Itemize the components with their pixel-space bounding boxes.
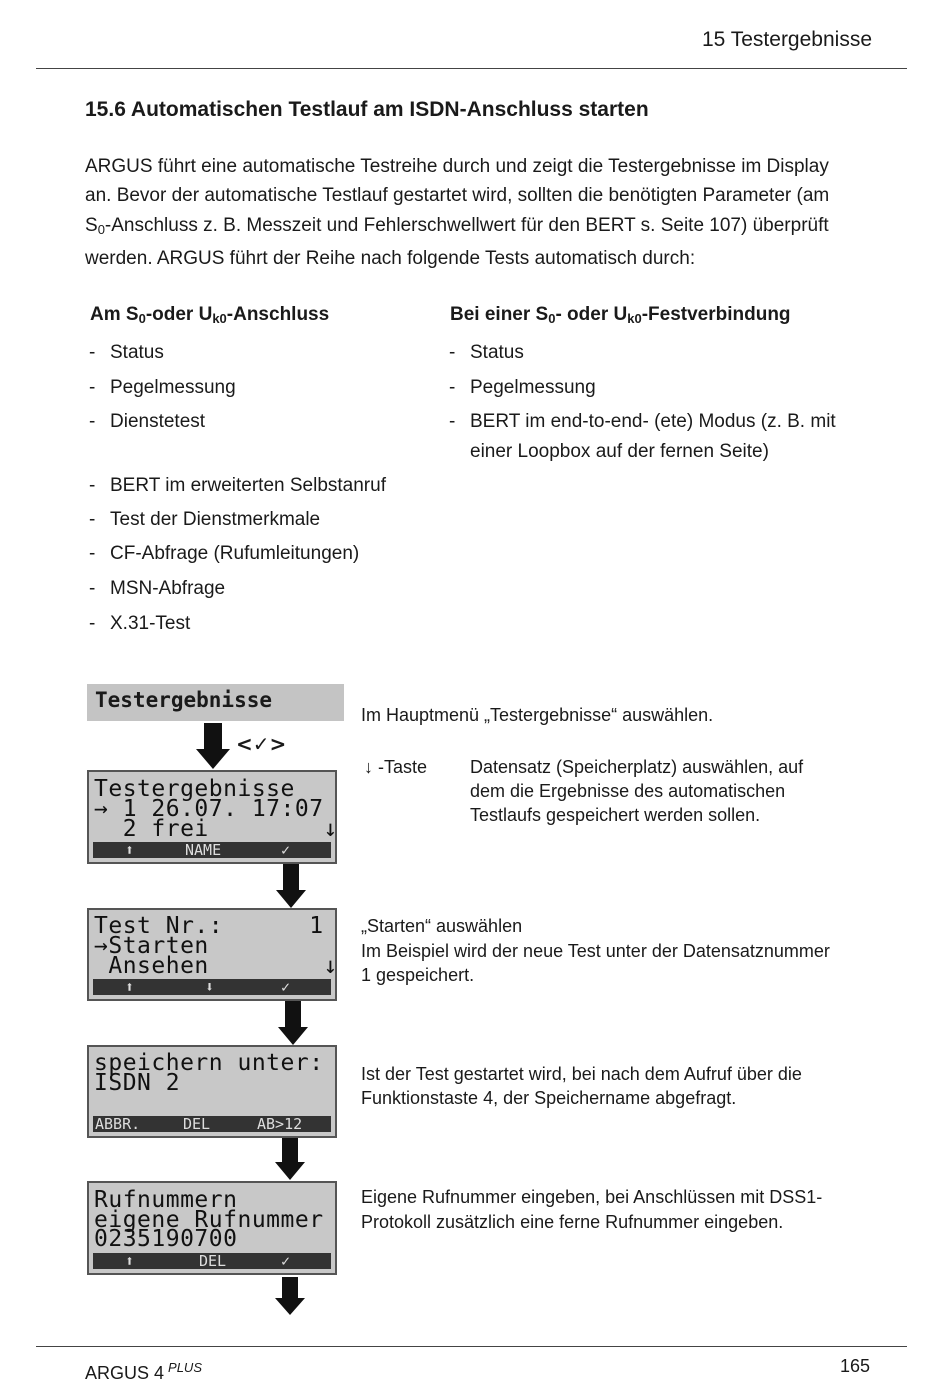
up-key-label: ⬆ <box>125 978 135 996</box>
intro-line-1: ARGUS führt eine automatische Testreihe durch und zeigt die Testergebnisse im Display <box>85 156 829 177</box>
step-description-3-line: Im Beispiel wird der neue Test unter der Datensatznummer <box>361 941 830 961</box>
lcd-row: 2 frei ↓ <box>94 816 338 842</box>
function-key-bar <box>93 979 331 995</box>
footer-product: ARGUS 4 $^{PLUS}$ <box>85 1360 202 1383</box>
step-description-3-line: 1 gespeichert. <box>361 965 475 985</box>
step-description-5-line: Eigene Rufnummer eingeben, bei Anschlüssen mit DSS1- <box>361 1187 823 1207</box>
down-arrow-icon <box>196 723 230 769</box>
lcd-row: Testergebnisse <box>94 776 295 802</box>
down-arrow-icon <box>275 1138 305 1180</box>
list-item-continuation: einer Loopbox auf der fernen Seite) <box>470 441 769 462</box>
confirm-key-label: ✓ <box>281 978 291 996</box>
lcd-row: speichern unter: <box>94 1050 324 1076</box>
step-description-1: Im Hauptmenü „Testergebnisse“ auswählen. <box>361 705 714 725</box>
intro-line-3: $S_0$-Anschluss z. B. Messzeit und Fehlerschwellwert für den BERT s. Seite 107) überprüft <box>85 215 829 237</box>
step-description-4-line: Ist der Test gestartet wird, bei nach dem Aufruf über die <box>361 1064 802 1084</box>
lcd-row: Test Nr.: 1 <box>94 913 324 939</box>
step-description-5-line: Protokoll zusätzlich eine ferne Rufnummer eingeben. <box>361 1212 784 1232</box>
confirm-key-hint: <✓> <box>236 732 287 756</box>
left-column-heading: Am $S_0$-oder $U_{k0}$-Anschluss <box>90 304 330 326</box>
down-arrow-icon <box>275 1277 305 1315</box>
up-key-label: ⬆ <box>125 1252 135 1270</box>
down-arrow-icon <box>276 864 306 908</box>
down-key-label: ↓ -Taste <box>364 757 428 777</box>
function-key-bar <box>93 1116 331 1132</box>
step-description-2-line: Testlaufs gespeichert werden sollen. <box>470 805 761 825</box>
down-key-label: ⬇ <box>205 978 215 996</box>
lcd-row: eigene Rufnummer <box>94 1207 324 1233</box>
step-description-4-line: Funktionstaste 4, der Speichername abgefragt. <box>361 1088 737 1108</box>
chapter-header: 15 Testergebnisse <box>701 28 872 51</box>
confirm-key-label: ✓ <box>281 841 291 859</box>
lcd-row: Rufnummern <box>94 1187 238 1213</box>
section-title: 15.6 Automatischen Testlauf am ISDN-Anschluss starten <box>85 98 649 121</box>
page-number: 165 <box>840 1356 871 1376</box>
lcd-row: →Starten <box>94 933 209 959</box>
intro-line-4: werden. ARGUS führt der Reihe nach folgende Tests automatisch durch: <box>85 248 696 269</box>
lcd-row: 0235190700 <box>94 1226 238 1252</box>
up-key-label: ⬆ <box>125 841 135 859</box>
step-description-2-line: Datensatz (Speicherplatz) auswählen, auf <box>470 757 804 777</box>
footer-rule <box>36 1346 907 1347</box>
name-key-label: NAME <box>185 841 222 859</box>
lcd-screen-results-list <box>87 770 337 864</box>
function-key-bar <box>93 842 331 858</box>
abort-key-label: ABBR. <box>95 1115 141 1133</box>
intro-line-2: an. Bevor der automatische Testlauf gestartet wird, sollten die benötigten Parameter (am <box>85 185 830 206</box>
delete-key-label: DEL <box>199 1252 227 1270</box>
header-rule <box>36 68 907 69</box>
delete-key-label: DEL <box>183 1115 211 1133</box>
lcd-row: ISDN 2 <box>94 1070 181 1096</box>
confirm-key-label: ✓ <box>281 1252 291 1270</box>
lcd-row: Ansehen ↓ <box>94 953 338 979</box>
case-key-label: AB>12 <box>257 1115 303 1133</box>
function-key-bar <box>93 1253 331 1269</box>
down-arrow-icon <box>278 1001 308 1045</box>
lcd-screen-save-as <box>87 1045 337 1138</box>
lcd-screen-phone-numbers <box>87 1181 337 1275</box>
main-menu-item-testergebnisse: Testergebnisse <box>87 684 344 721</box>
step-description-2-line: dem die Ergebnisse des automatischen <box>470 781 786 801</box>
lcd-row: → 1 26.07. 17:07 <box>94 796 324 822</box>
lcd-screen-test-number <box>87 908 337 1001</box>
right-column-heading: Bei einer $S_0-$ oder $U_{k0}$-Festverbindung <box>450 304 791 326</box>
step-description-3-line: „Starten“ auswählen <box>361 916 523 936</box>
